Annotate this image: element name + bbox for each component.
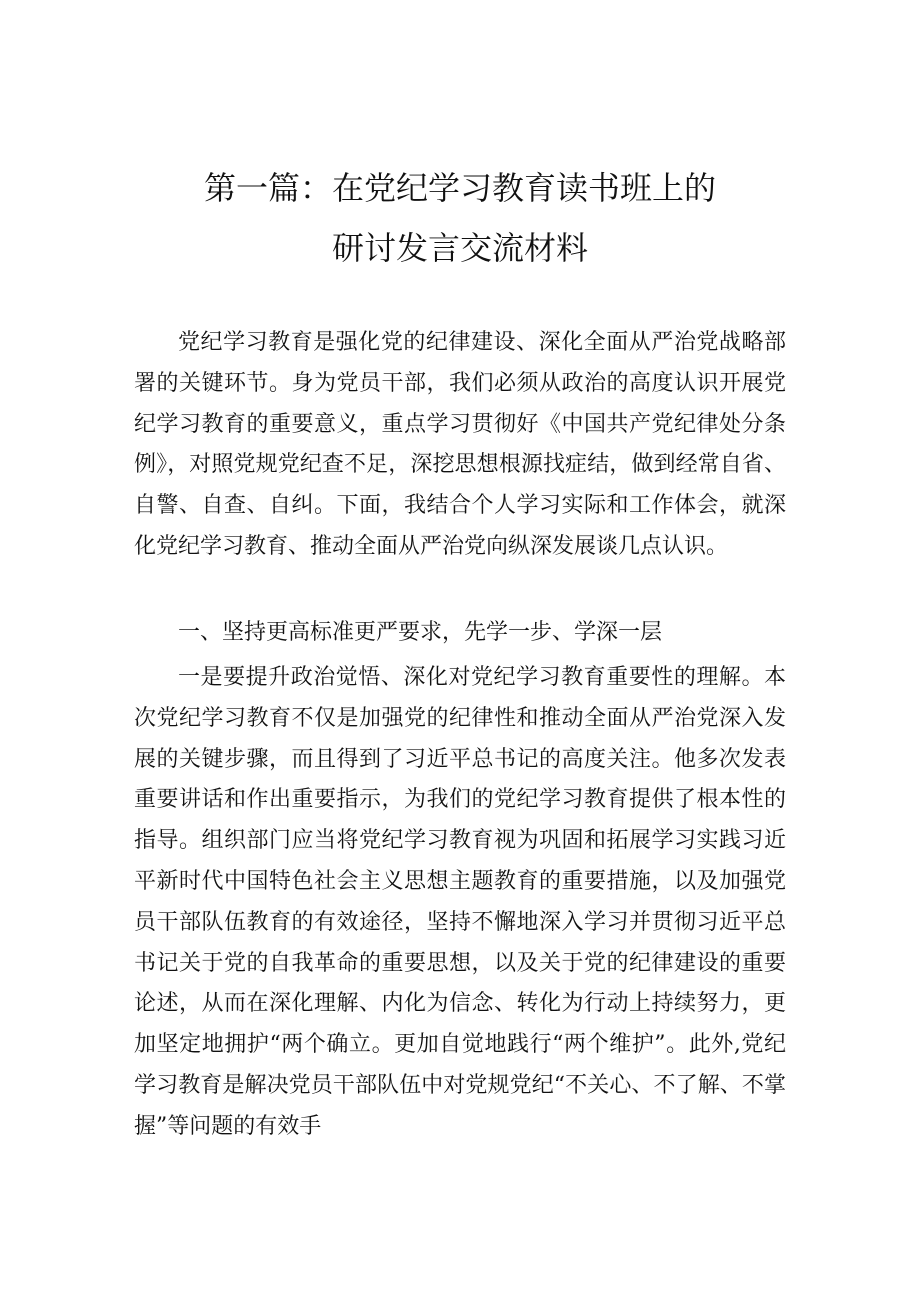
intro-paragraph: 党纪学习教育是强化党的纪律建设、深化全面从严治党战略部署的关键环节。身为党员干部，我们必须从政治的高度认识开展党纪学习教育的重要意义，重点学习贯彻好《中国共产党纪律处分条例》，对照党规党纪查不足，深挖思想根源找症结，做到经常自省、自警、自查、自纠。下面，我结合个人学习实际和工作体会，就深化党纪学习教育、推动全面从严治党向纵深发展谈几点认识。 <box>134 330 786 559</box>
section-1-paragraph: 一是要提升政治觉悟、深化对党纪学习教育重要性的理解。本次党纪学习教育不仅是加强党的纪律性和推动全面从严治党深入发展的关键步骤，而且得到了习近平总书记的高度关注。他多次发表重要讲话和作出重要指示，为我们的党纪学习教育提供了根本性的指导。组织部门应当将党纪学习教育视为巩固和拓展学习实践习近平新时代中国特色社会主义思想主题教育的重要措施，以及加强党员干部队伍教育的有效途径，坚持不懈地深入学习并贯彻习近平总书记关于党的自我革命的重要思想，以及关于党的纪律建设的重要论述，从而在深化理解、内化为信念、转化为行动上持续努力，更加坚定地拥护“两个确立。更加自觉地践行“两个维护”。此外,党纪学习教育是解决党员干部队伍中对党规党纪“不关心、不了解、不掌握”等问题的有效手 <box>134 665 786 1139</box>
document-title-line-1: 第一篇：在党纪学习教育读书班上的 <box>203 169 716 207</box>
document-title-line-2: 研讨发言交流材料 <box>331 229 588 267</box>
section-heading-1: 一、坚持更高标准更严要求，先学一步、学深一层 <box>178 620 663 645</box>
